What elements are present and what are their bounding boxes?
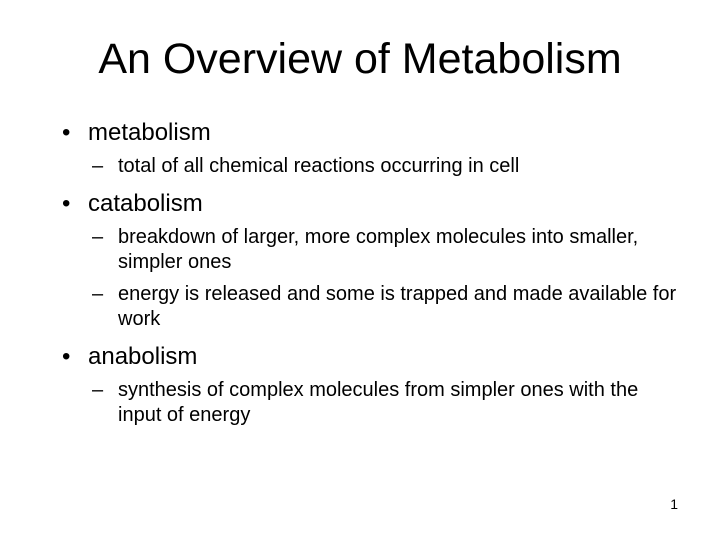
sub-item (92, 378, 682, 428)
bullet-icon: • (62, 343, 71, 370)
sub-item-text: synthesis of complex molecules from simpler ones with the input of energy (118, 379, 639, 426)
sub-item-text: breakdown of larger, more complex molecules into smaller, simpler ones (118, 226, 639, 273)
bullet-term: catabolism (88, 190, 203, 217)
bullet-icon: • (62, 119, 71, 146)
bullet-item-anabolism (62, 342, 682, 371)
bullet-item-metabolism (62, 118, 682, 147)
sub-item (92, 282, 682, 332)
sub-list-catabolism (62, 225, 682, 332)
slide-title: An Overview of Metabolism (98, 35, 622, 83)
dash-icon: – (92, 226, 104, 248)
sub-item (92, 154, 682, 179)
sub-item-text: energy is released and some is trapped and made available for work (118, 283, 677, 330)
bullet-term: anabolism (88, 343, 198, 370)
sub-item-text: total of all chemical reactions occurring in cell (118, 155, 520, 177)
sub-item (92, 225, 682, 275)
page-number: 1 (670, 496, 678, 512)
bullet-term: metabolism (88, 119, 211, 146)
dash-icon: – (92, 155, 104, 177)
dash-icon: – (92, 283, 104, 305)
bullet-list (62, 118, 682, 438)
bullet-icon: • (62, 190, 71, 217)
sub-list-metabolism (62, 154, 682, 179)
dash-icon: – (92, 379, 104, 401)
bullet-item-catabolism (62, 189, 682, 218)
sub-list-anabolism (62, 378, 682, 428)
